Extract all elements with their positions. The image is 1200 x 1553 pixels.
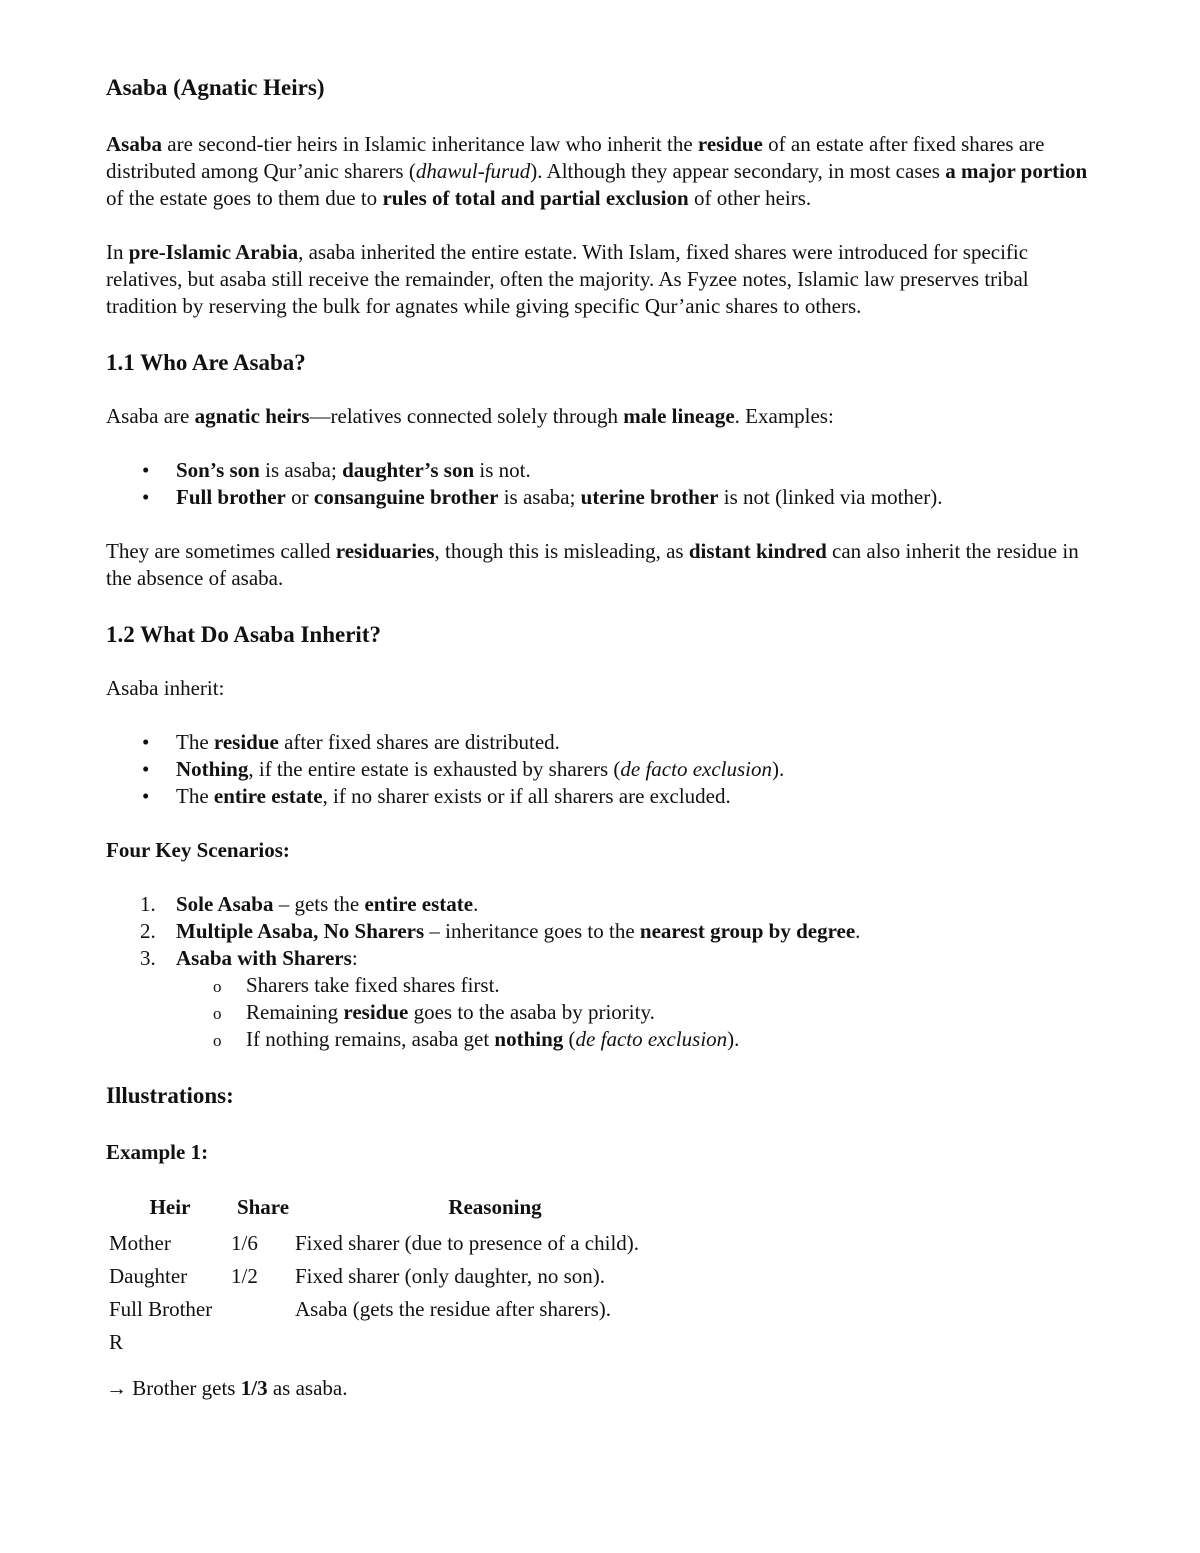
- list-item: [106, 1026, 1096, 1053]
- table-cell: Asaba (gets the residue after sharers).: [295, 1297, 612, 1321]
- text-run: . Examples:: [734, 404, 834, 428]
- intro-paragraph-2: [106, 239, 1096, 320]
- scenario-3-sublist: [106, 972, 1096, 1053]
- bold-term: Nothing: [176, 757, 249, 781]
- bold-term: Multiple Asaba, No Sharers: [176, 919, 425, 943]
- scenarios-list: [106, 891, 1096, 972]
- list-item: [106, 891, 1096, 918]
- italic-term: de facto exclusion: [575, 1027, 728, 1051]
- text-run: , if the entire estate is exhausted by sharers (: [248, 757, 621, 781]
- text-run: ). Although they appear secondary, in most cases: [530, 159, 946, 183]
- table-cell: Fixed sharer (only daughter, no son).: [295, 1264, 606, 1288]
- table-row: [106, 1260, 695, 1293]
- text-run: of the estate goes to them due to: [106, 186, 383, 210]
- example-1-result: [106, 1375, 1096, 1402]
- text-run: , asaba inherited the entire estate. With Islam, fixed shares were introduced for specific relatives, but asaba still receive the remainder, often the majority. As Fyzee notes, Islamic law preserves tribal tradition by reserving the bulk for agnates while giving specific Qur’anic shares to others.: [106, 240, 1029, 318]
- text-run: In: [106, 240, 129, 264]
- asaba-examples-list: [106, 457, 1096, 511]
- bold-term: nearest group by degree: [639, 919, 856, 943]
- bold-term: male lineage: [623, 404, 735, 428]
- text-run: ).: [727, 1027, 740, 1051]
- text-run: The: [176, 730, 214, 754]
- column-header-share: Share: [236, 1195, 290, 1219]
- bullet-icon: •: [142, 757, 150, 781]
- table-row: [106, 1227, 695, 1260]
- text-run: —relatives connected solely through: [309, 404, 624, 428]
- italic-term: de facto exclusion: [620, 757, 773, 781]
- list-item: [106, 729, 1096, 756]
- list-number: 2.: [140, 919, 156, 943]
- text-run: If nothing remains, asaba get: [246, 1027, 495, 1051]
- table-cell: 1/2: [231, 1264, 258, 1288]
- text-run: after fixed shares are distributed.: [278, 730, 560, 754]
- table-cell: 1/6: [231, 1231, 258, 1255]
- example-1-table: [106, 1193, 695, 1359]
- section-heading-who-are-asaba: 1.1 Who Are Asaba?: [106, 350, 306, 375]
- text-run: Remaining: [246, 1000, 344, 1024]
- text-run: – gets the: [273, 892, 365, 916]
- example-1-heading: Example 1:: [106, 1140, 209, 1164]
- table-cell: Full Brother R: [109, 1297, 213, 1354]
- text-run: The: [176, 784, 214, 808]
- text-run: can also inherit the residue in the absence of asaba.: [106, 539, 1079, 590]
- list-number: 3.: [140, 946, 156, 970]
- document-title: Asaba (Agnatic Heirs): [106, 75, 325, 100]
- text-run: .: [473, 892, 479, 916]
- text-run: of an estate after fixed shares are distributed among Qur’anic sharers (: [106, 132, 1045, 183]
- bold-term: Asaba with Sharers: [176, 946, 352, 970]
- text-run: is not (linked via mother).: [718, 485, 943, 509]
- bullet-icon: •: [142, 730, 150, 754]
- table-row: [106, 1293, 695, 1359]
- circle-bullet-icon: o: [213, 1004, 222, 1023]
- list-item: [106, 756, 1096, 783]
- list-item: [106, 918, 1096, 945]
- bold-term: consanguine brother: [313, 485, 499, 509]
- bold-term: entire estate: [213, 784, 323, 808]
- list-item: [106, 999, 1096, 1026]
- table-cell: Mother: [109, 1231, 171, 1255]
- bold-term: residue: [697, 132, 763, 156]
- column-header-heir: Heir: [149, 1195, 191, 1219]
- bullet-icon: •: [142, 458, 150, 482]
- bold-term: entire estate: [364, 892, 474, 916]
- document-page: [106, 72, 1096, 1402]
- list-item: [106, 945, 1096, 972]
- text-run: – inheritance goes to the: [424, 919, 640, 943]
- bold-term: Sole Asaba: [176, 892, 274, 916]
- bold-term: residue: [213, 730, 279, 754]
- table-cell: Daughter: [109, 1264, 188, 1288]
- bold-term: pre-Islamic Arabia: [128, 240, 299, 264]
- illustrations-heading: Illustrations:: [106, 1083, 234, 1108]
- bold-term: Full brother: [176, 485, 286, 509]
- bold-term: daughter’s son: [342, 458, 475, 482]
- italic-term: dhawul-furud: [415, 159, 531, 183]
- asaba-inherit-list: [106, 729, 1096, 810]
- intro-paragraph-1: [106, 131, 1096, 212]
- bold-term: residuaries: [335, 539, 435, 563]
- bold-term: 1/3: [240, 1376, 268, 1400]
- circle-bullet-icon: o: [213, 977, 222, 996]
- text-run: is not.: [474, 458, 531, 482]
- table-cell: Fixed sharer (due to presence of a child).: [295, 1231, 640, 1255]
- bold-term: rules of total and partial exclusion: [382, 186, 689, 210]
- text-run: or: [285, 485, 314, 509]
- text-run: .: [855, 919, 861, 943]
- list-item: [106, 972, 1096, 999]
- table-cell: [231, 1293, 295, 1359]
- text-run: → Brother gets: [106, 1376, 241, 1400]
- text-run: are second-tier heirs in Islamic inheritance law who inherit the: [162, 132, 698, 156]
- text-run: They are sometimes called: [106, 539, 336, 563]
- text-run: Sharers take fixed shares first.: [246, 973, 500, 997]
- text-run: is asaba;: [498, 485, 581, 509]
- section2-lead: Asaba inherit:: [106, 676, 225, 700]
- bullet-icon: •: [142, 784, 150, 808]
- text-run: as asaba.: [267, 1376, 348, 1400]
- list-number: 1.: [140, 892, 156, 916]
- text-run: of other heirs.: [688, 186, 812, 210]
- text-run: is asaba;: [259, 458, 343, 482]
- section-heading-what-do-asaba-inherit: 1.2 What Do Asaba Inherit?: [106, 622, 381, 647]
- text-run: , though this is misleading, as: [434, 539, 689, 563]
- text-run: goes to the asaba by priority.: [408, 1000, 655, 1024]
- list-item: [106, 783, 1096, 810]
- text-run: (: [563, 1027, 576, 1051]
- bullet-icon: •: [142, 485, 150, 509]
- text-run: Asaba are: [106, 404, 195, 428]
- bold-term: Son’s son: [176, 458, 260, 482]
- text-run: :: [351, 946, 358, 970]
- text-run: , if no sharer exists or if all sharers are excluded.: [322, 784, 731, 808]
- list-item: [106, 457, 1096, 484]
- text-run: ).: [772, 757, 785, 781]
- bold-term: uterine brother: [580, 485, 719, 509]
- scenarios-heading: Four Key Scenarios:: [106, 838, 290, 862]
- bold-term: Asaba: [106, 132, 163, 156]
- circle-bullet-icon: o: [213, 1031, 222, 1050]
- list-item: [106, 484, 1096, 511]
- section1-paragraph-1: [106, 403, 1096, 430]
- bold-term: distant kindred: [688, 539, 827, 563]
- table-header-row: [106, 1193, 695, 1227]
- bold-term: residue: [343, 1000, 409, 1024]
- column-header-reasoning: Reasoning: [448, 1195, 542, 1219]
- bold-term: agnatic heirs: [194, 404, 310, 428]
- bold-term: a major portion: [945, 159, 1088, 183]
- section1-paragraph-2: [106, 538, 1096, 592]
- bold-term: nothing: [494, 1027, 564, 1051]
